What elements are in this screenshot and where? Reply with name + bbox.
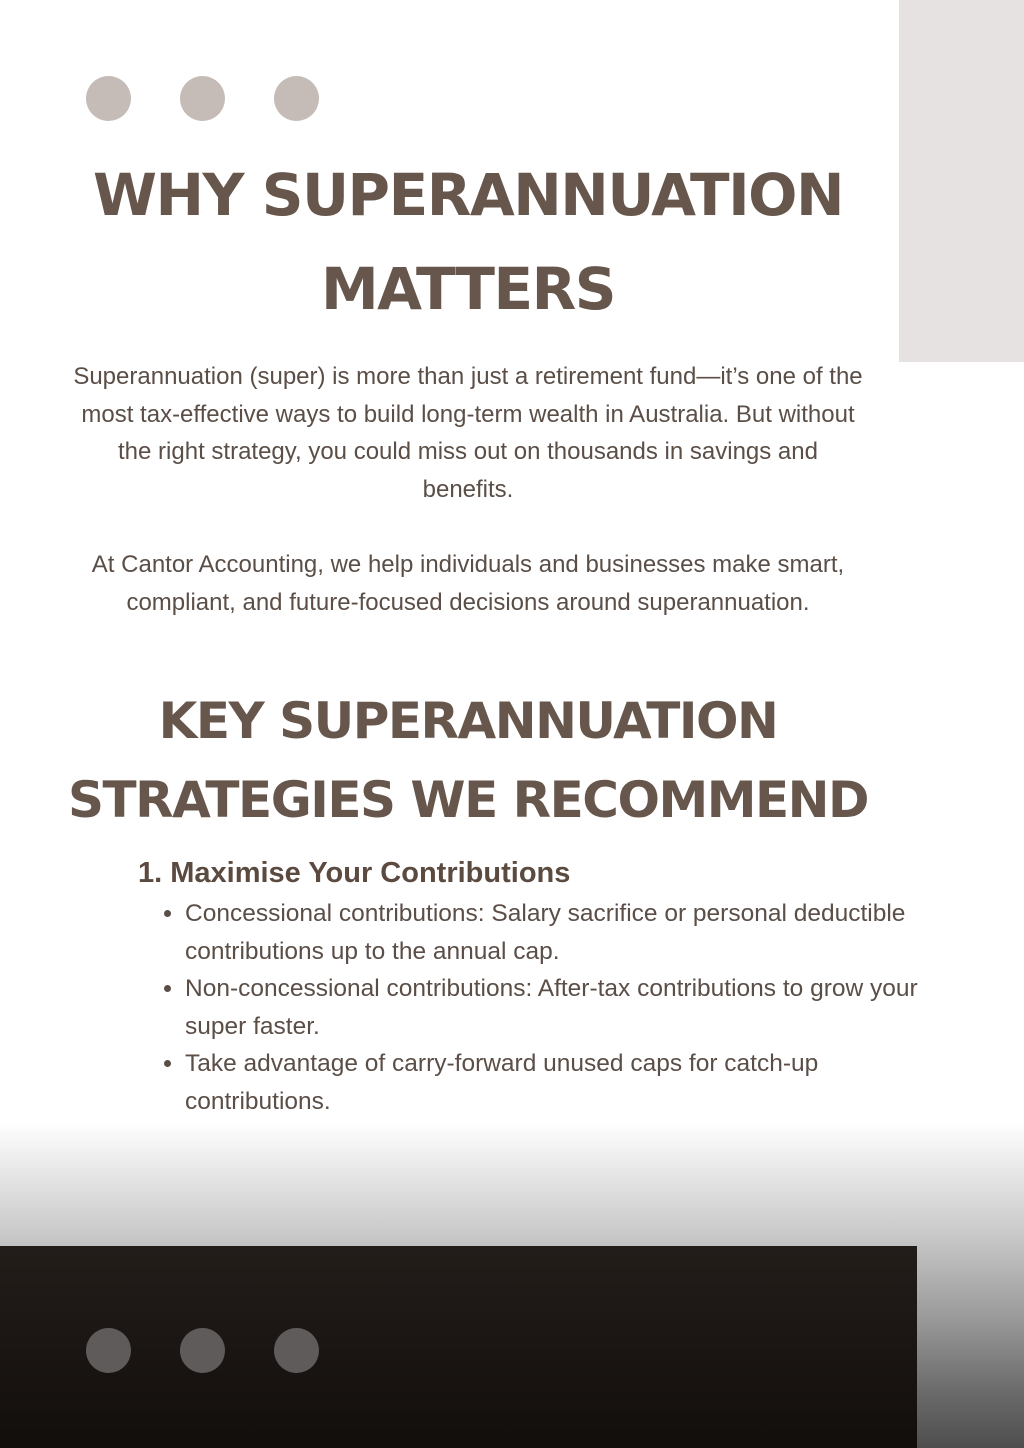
strategies-heading-line-2: STRATEGIES WE RECOMMEND: [68, 771, 868, 829]
page-title-line-1: WHY SUPERANNUATION: [92, 161, 844, 229]
dot-2: [180, 76, 225, 121]
list-item: • Take advantage of carry-forward unused caps for catch-up contributions.: [185, 1045, 945, 1120]
strategy-1-bullet-list: [137, 895, 945, 1120]
page-title-line-2: MATTERS: [320, 255, 616, 323]
strategies-heading-line-1: KEY SUPERANNUATION: [158, 692, 778, 750]
page-title: [0, 148, 936, 336]
bottom-dots-decoration: [86, 1328, 319, 1373]
dot-1: [86, 76, 131, 121]
dot-3: [274, 76, 319, 121]
strategies-heading: [0, 682, 936, 840]
top-dots-decoration: [86, 76, 319, 121]
list-item: • Concessional contributions: Salary sacrifice or personal deductible contributions up to the annual cap.: [185, 895, 945, 970]
dot-2: [180, 1328, 225, 1373]
intro-paragraph-2: At Cantor Accounting, we help individuals and businesses make smart, compliant, and future-focused decisions around superannuation.: [91, 551, 845, 616]
list-item: • Non-concessional contributions: After-tax contributions to grow your super faster.: [185, 970, 945, 1045]
strategy-1-title: 1. Maximise Your Contributions: [138, 857, 571, 889]
dot-3: [274, 1328, 319, 1373]
dot-1: [86, 1328, 131, 1373]
intro-paragraph-1: Superannuation (super) is more than just a retirement fund—it’s one of the most tax-effective ways to build long-term wealth in Australia. But without the right strategy, you could miss out on thousands in savings and benefits.: [73, 363, 863, 503]
